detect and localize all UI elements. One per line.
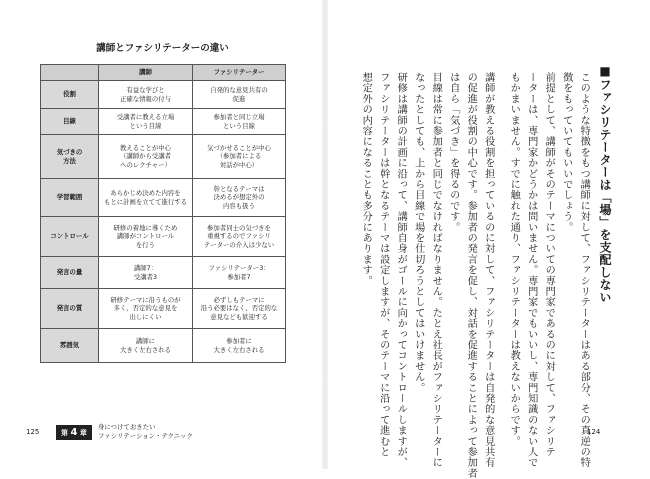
text-column: もかまいません。すでに触れた通り、ファシリテーターは教えないからです。 [508,72,520,447]
facilitator-cell: 幹となるテーマは 決めるが想定外の 内容も扱う [193,179,286,217]
table-row [41,217,286,257]
left-page [0,0,325,469]
chapter-suffix: 章 [79,429,87,437]
row-label: 目線 [41,109,99,135]
footer-line-1: 身につけておきたい [98,423,156,431]
text-column: の促進が役割の中心です。参加者の発言を促し、対話を促進することによって参加者 [465,72,477,479]
text-column: このような特徴をもつ講師に対して、ファシリテーターはある部分、その真逆の特 [578,72,590,468]
text-column: 前提として、講師がそのテーマについての専門家であるのに対して、ファシリテ [543,72,555,458]
table-row [41,81,286,109]
header-corner [41,65,99,81]
table-row [41,289,286,329]
facilitator-cell: 参加者同士の気づきを 重視するのでファシリ テーターの介入は少ない [193,217,286,257]
text-column: は自ら「気づき」を得るのです。 [447,72,459,233]
table-row [41,179,286,217]
text-column: 徴をもっていてもいいでしょう。 [560,72,572,233]
facilitator-cell: 参加者に 大きく左右される [193,329,286,363]
table-row [41,109,286,135]
text-column: なったとしても、上から目線で場を仕切ろうとしてはいけません。 [412,72,424,393]
text-column: 研修は講師の計画に沿って、講師自身がゴールに向かってコントロールしますが、 [395,72,407,468]
table-row [41,257,286,289]
row-label: 気づきの 方法 [41,135,99,179]
text-column: 講師が教える役割を担っているのに対して、ファシリテーターは自発的な意見共有 [482,72,494,468]
page-number-right: 124 [587,428,601,436]
chapter-prefix: 第 [61,429,68,437]
facilitator-cell: 自発的な意見共有の 促進 [193,81,286,109]
text-column: 想定外の内容になることも多分にあります。 [360,72,372,286]
section-heading: ■ファシリテーターは「場」を支配しない [598,64,612,304]
row-label: 役割 [41,81,99,109]
table-row [41,135,286,179]
row-label: 学習範囲 [41,179,99,217]
header-lecturer: 講師 [99,65,193,81]
lecturer-cell: 講師に 大きく左右される [99,329,193,363]
facilitator-cell: 気づかせることが中心 （参加者による 対話が中心） [193,135,286,179]
lecturer-cell: 受講者に教える立場 という目線 [99,109,193,135]
footer-line-2: ファシリテーション・テクニック [98,432,193,441]
text-column: 目線は常に参加者と同じでなければなりません。たとえ社長がファシリテーターに [430,72,442,468]
lecturer-cell: 研修の着地に導くため 講師がコントロール を行う [99,217,193,257]
comparison-table [40,64,286,363]
header-facilitator: ファシリテーター [193,65,286,81]
lecturer-cell: 研修テーマに沿うものが 多く、否定的な意見を 出しにくい [99,289,193,329]
table-row [41,329,286,363]
chapter-number: 4 [70,427,78,438]
facilitator-cell: ファシリテーター3： 参加者7 [193,257,286,289]
row-label: 発言の質 [41,289,99,329]
row-label: コントロール [41,217,99,257]
row-label: 雰囲気 [41,329,99,363]
lecturer-cell: 講師7： 受講者3 [99,257,193,289]
row-label: 発言の量 [41,257,99,289]
table-title: 講師とファシリテーターの違い [96,43,229,54]
chapter-badge [56,425,92,440]
page-number-left: 125 [26,428,40,436]
lecturer-cell: あらかじめ決めた内容を もとに計画を立てて進行する [99,179,193,217]
facilitator-cell: 参加者と同じ立場 という目線 [193,109,286,135]
text-column: ーターは、専門家かどうかは問いません。専門家でもいいし、専門知識のない人で [525,72,537,468]
running-footer [98,423,193,442]
facilitator-cell: 必ずしもテーマに 沿う必要はなく、否定的な 意見なども歓迎する [193,289,286,329]
lecturer-cell: 教えることが中心 （講師から受講者 へのレクチャー） [99,135,193,179]
table-header-row [41,65,286,81]
text-column: ファシリテーターは幹となるテーマは設定しますが、そのテーマに沿って進むと [377,72,389,458]
lecturer-cell: 有益な学びと 正確な情報の付与 [99,81,193,109]
